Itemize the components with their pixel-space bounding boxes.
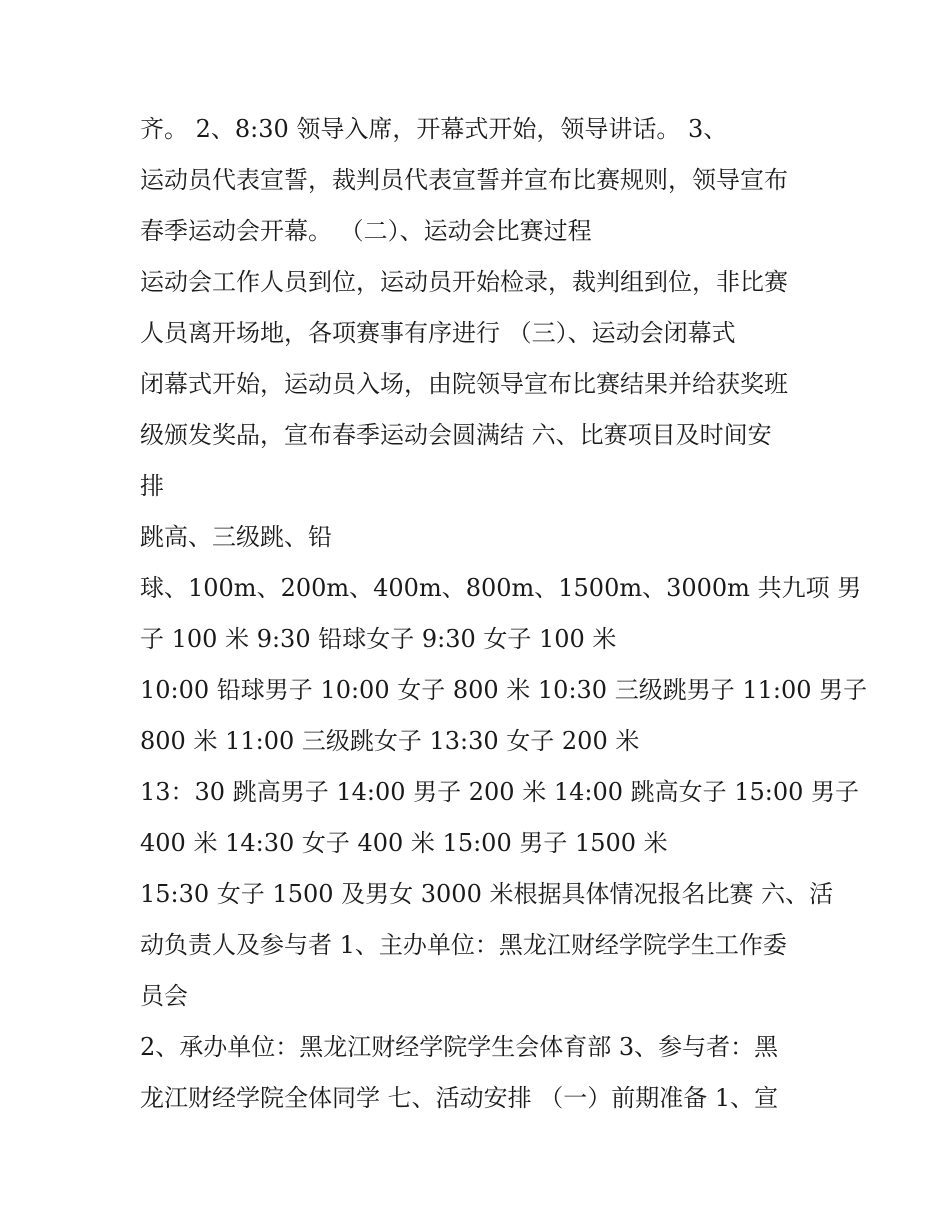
text-line: 13：30 跳高男子 14:00 男子 200 米 14:00 跳高女子 15:00 男子 [140, 778, 860, 806]
text-line: 800 米 11:00 三级跳女子 13:30 女子 200 米 [140, 727, 640, 755]
text-line: 运动员代表宣誓，裁判员代表宣誓并宣布比赛规则，领导宣布 [140, 166, 788, 194]
text-line: 400 米 14:30 女子 400 米 15:00 男子 1500 米 [140, 829, 668, 857]
text-line: 员会 [140, 982, 188, 1010]
text-line: 运动会工作人员到位，运动员开始检录，裁判组到位，非比赛 [140, 268, 788, 296]
text-line: 子 100 米 9:30 铅球女子 9:30 女子 100 米 [140, 625, 617, 653]
text-line: 排 [140, 472, 164, 500]
text-line: 闭幕式开始，运动员入场，由院领导宣布比赛结果并给获奖班 [140, 370, 788, 398]
text-line: 春季运动会开幕。 （二）、运动会比赛过程 [140, 217, 592, 245]
text-line: 动负责人及参与者 1、主办单位：黑龙江财经学院学生工作委 [140, 931, 787, 959]
text-line: 跳高、三级跳、铅 [140, 523, 332, 551]
text-line: 齐。 2、8:30 领导入席，开幕式开始，领导讲话。 3、 [140, 115, 728, 143]
text-line: 10:00 铅球男子 10:00 女子 800 米 10:30 三级跳男子 11:00 男子 [140, 676, 868, 704]
text-line: 2、承办单位：黑龙江财经学院学生会体育部 3、参与者：黑 [140, 1033, 779, 1061]
text-line: 人员离开场地，各项赛事有序进行 （三）、运动会闭幕式 [140, 319, 736, 347]
text-line: 级颁发奖品，宣布春季运动会圆满结 六、比赛项目及时间安 [140, 421, 772, 449]
document-body [140, 104, 868, 1124]
text-line: 球、100m、200m、400m、800m、1500m、3000m 共九项 男 [140, 574, 862, 602]
text-line: 15:30 女子 1500 及男女 3000 米根据具体情况报名比赛 六、活 [140, 880, 834, 908]
text-line: 龙江财经学院全体同学 七、活动安排 （一）前期准备 1、宣 [140, 1084, 779, 1112]
